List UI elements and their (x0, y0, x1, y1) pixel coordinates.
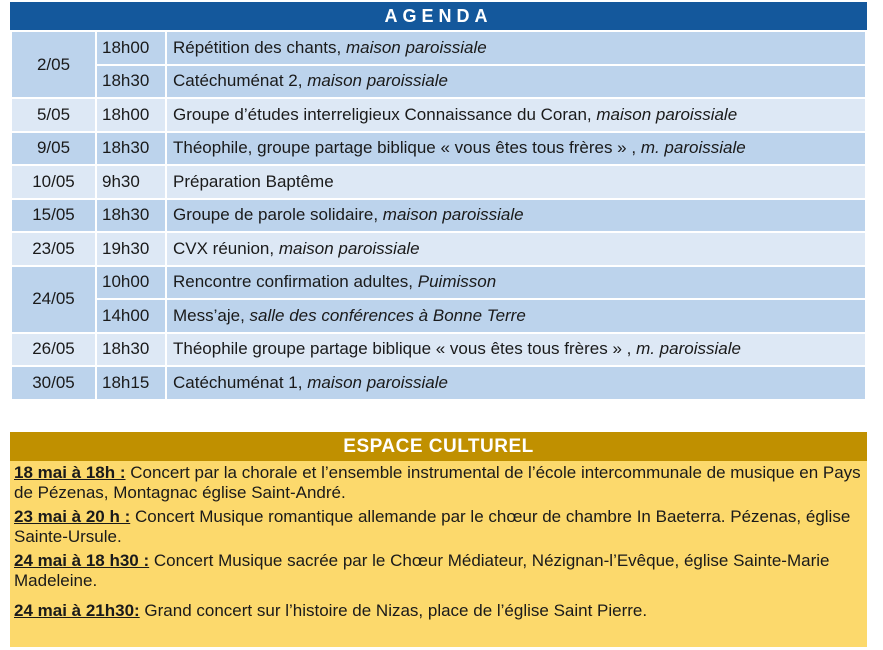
time-cell: 18h30 (96, 132, 166, 166)
event-place: maison paroissiale (307, 372, 448, 392)
event-date: 23 mai à 20 h : (14, 507, 131, 526)
table-row (11, 31, 866, 65)
event-place: maison paroissiale (596, 104, 738, 124)
table-row (11, 299, 866, 333)
event-cell (166, 132, 866, 166)
table-row (11, 199, 866, 233)
event-cell (166, 98, 866, 132)
time-cell: 18h30 (96, 199, 166, 233)
table-row (11, 366, 866, 400)
event-text: Préparation Baptême (173, 171, 334, 191)
time-cell: 10h00 (96, 266, 166, 300)
event-place: maison paroissiale (382, 205, 524, 225)
event-text: Groupe d’études interreligieux Connaissance du Coran, (173, 104, 597, 124)
time-cell: 18h00 (96, 98, 166, 132)
espace-culturel-title: ESPACE CULTUREL (10, 432, 867, 461)
event-description: Concert Musique romantique allemande par le chœur de chambre In Baeterra. Pézenas, église Sainte-Ursule. (14, 507, 851, 546)
event-text: Répétition des chants, (173, 37, 346, 57)
event-cell (166, 266, 866, 300)
espace-culturel-section (10, 432, 867, 647)
agenda-table (10, 30, 867, 401)
event-description: Concert par la chorale et l’ensemble instrumental de l’école intercommunale de musique en Pays de Pézenas, Montagnac église Saint-André. (14, 463, 861, 502)
event-cell (166, 65, 866, 99)
event-place: maison paroissiale (345, 37, 487, 57)
event-description: Concert Musique sacrée par le Chœur Médiateur, Nézignan-l’Evêque, église Sainte-Marie Madeleine. (14, 551, 830, 590)
event-cell (166, 333, 866, 367)
time-cell: 18h15 (96, 366, 166, 400)
event-place: maison paroissiale (278, 238, 420, 258)
event-cell (166, 165, 866, 199)
time-cell: 19h30 (96, 232, 166, 266)
event-place: Puimisson (417, 272, 497, 292)
date-cell: 24/05 (11, 266, 96, 333)
event-cell (166, 31, 866, 65)
table-row (11, 266, 866, 300)
event-text: Théophile, groupe partage biblique « vous êtes tous frères » , (173, 138, 641, 158)
time-cell: 18h00 (96, 31, 166, 65)
culture-event (10, 463, 867, 503)
table-row (11, 165, 866, 199)
time-cell: 18h30 (96, 333, 166, 367)
date-cell: 9/05 (11, 132, 96, 166)
event-text: Théophile groupe partage biblique « vous êtes tous frères » , (173, 339, 637, 359)
table-row (11, 333, 866, 367)
culture-event (10, 507, 867, 547)
date-cell: 5/05 (11, 98, 96, 132)
event-text: Groupe de parole solidaire, (173, 205, 383, 225)
event-place: m. paroissiale (636, 339, 741, 359)
event-place: m. paroissiale (640, 138, 746, 158)
date-cell: 30/05 (11, 366, 96, 400)
agenda-section (10, 2, 867, 401)
event-text: CVX réunion, (173, 238, 279, 258)
event-description: Grand concert sur l’histoire de Nizas, place de l’église Saint Pierre. (139, 601, 648, 620)
event-place: maison paroissiale (307, 71, 448, 91)
date-cell: 10/05 (11, 165, 96, 199)
table-row (11, 98, 866, 132)
event-text: Catéchuménat 1, (173, 372, 308, 392)
date-cell: 2/05 (11, 31, 96, 98)
event-text: Rencontre confirmation adultes, (173, 272, 418, 292)
culture-event (10, 551, 867, 591)
event-cell (166, 299, 866, 333)
date-cell: 15/05 (11, 199, 96, 233)
table-row (11, 132, 866, 166)
event-cell (166, 232, 866, 266)
event-cell (166, 199, 866, 233)
event-cell (166, 366, 866, 400)
event-date: 24 mai à 21h30: (14, 601, 140, 620)
event-date: 24 mai à 18 h30 : (14, 551, 150, 570)
culture-event (10, 601, 867, 621)
table-row (11, 232, 866, 266)
event-text: Mess’aje, (173, 305, 250, 325)
event-text: Catéchuménat 2, (173, 71, 308, 91)
date-cell: 23/05 (11, 232, 96, 266)
event-place: salle des conférences à Bonne Terre (249, 305, 526, 325)
time-cell: 14h00 (96, 299, 166, 333)
agenda-title: AGENDA (10, 2, 867, 30)
time-cell: 18h30 (96, 65, 166, 99)
date-cell: 26/05 (11, 333, 96, 367)
table-row (11, 65, 866, 99)
time-cell: 9h30 (96, 165, 166, 199)
event-date: 18 mai à 18h : (14, 463, 126, 482)
